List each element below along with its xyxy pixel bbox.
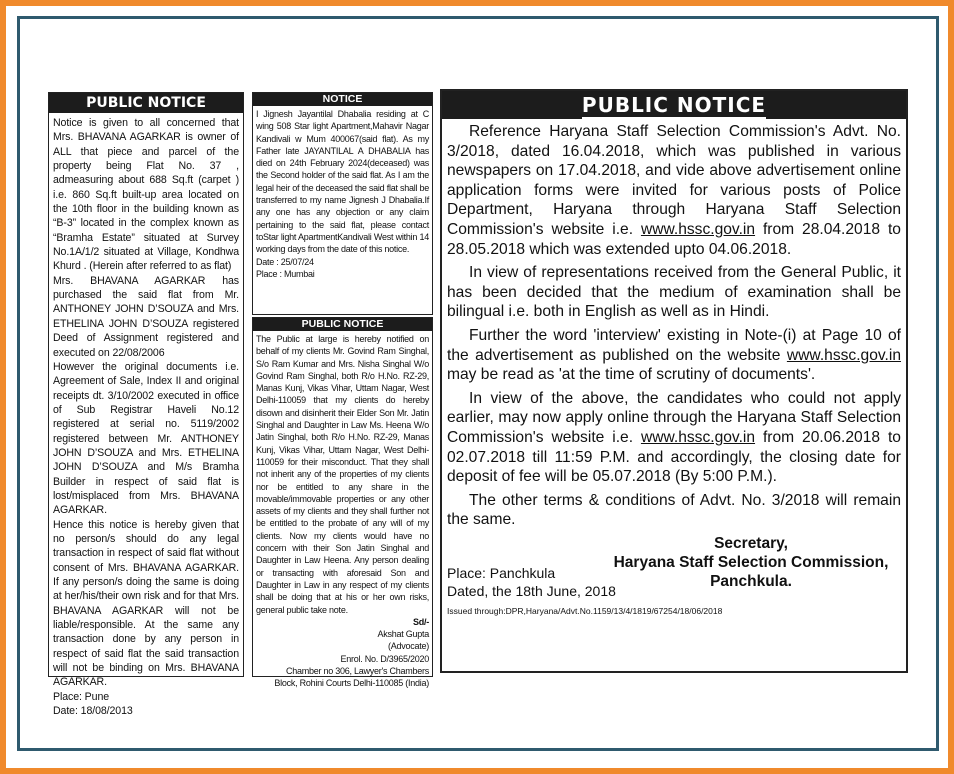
place: Place : Mumbai [256, 268, 315, 279]
notice-dhabalia [252, 92, 433, 315]
paragraph [447, 122, 901, 259]
paragraph: I Jignesh Jayantilal Dhabalia residing at C wing 508 Star light Apartment,Mahavir Nagar Kandivali w Mum 400067(said flat). As my Father late JAYANTILAL A DHABALIA has died on 24th February 2024(deceased) was the Second holder of the said flat. As I am the legal heir of the deceased the said flat shall be transferred to my name Jignesh J Dhabalia.If any one has any objection or any claim pertaining to the said flat, please contact toStar light ApartmentKandivali West within 14 working days from the date of this notice. [256, 109, 429, 255]
paragraph: Notice is given to all concerned that Mrs. BHAVANA AGARKAR is owner of ALL that piece and parcel of the property being Flat No. 37 , admeasuring about 688 Sq.ft (carpet ) i.e. 860 Sq.ft built-up area located on the 10th floor in the building known as “B-3” located in the complex known as “Bramha Estate” situated at Survey No.1A/1/2 situated at Village, Kondhwa Khurd . (Herein after referred to as flat) [53, 117, 239, 273]
signatory-line: Panchkula. [710, 572, 792, 590]
signature-line: Akshat Gupta [377, 629, 429, 640]
signatory-line: Secretary, [714, 534, 788, 552]
dated: Dated, the 18th June, 2018 [447, 582, 616, 599]
issued-through: Issued through:DPR,Haryana/Advt.No.1159/13/4/1819/67254/18/06/2018 [447, 605, 723, 616]
text: may be read as 'at the time of scrutiny of documents'. [447, 366, 816, 384]
paragraph: Hence this notice is hereby given that no person/s should do any legal transaction in respect of said flat without consent of Mrs. BHAVANA AGARKAR. If any person/s doing the same is doing at her/his/their own risk and for that Mrs. BHAVANA AGARKAR will not be liable/responsible. At the same any transaction done by any person in respect of said flat the said transaction will not be binding on Mrs. BHAVANA AGARKAR. [53, 518, 239, 689]
notice-hssc [440, 89, 908, 673]
notice-title-text: PUBLIC NOTICE [581, 93, 767, 117]
text: Further the word 'interview' existing in Note-(i) at Page 10 of the advertisement as published on the website [447, 326, 901, 364]
text: In view of the above, the candidates who could not apply earlier, may now apply online through the Haryana Staff Selection Commission's website i.e. [447, 389, 901, 446]
paragraph [447, 389, 901, 487]
notice-bhavana-agarkar [48, 92, 244, 718]
signatory-line: Haryana Staff Selection Commission, [613, 553, 889, 571]
signature-block [447, 534, 901, 604]
paragraph: In view of representations received from the General Public, it has been decided that the medium of examination shall be bilingual i.e. both in English as well as in Hindi. [447, 264, 901, 321]
notice-title: PUBLIC NOTICE [49, 93, 243, 113]
text: from 20.06.2018 to 02.07.2018 till 11:59 P.M. and accordingly, the closing date for deposit of fee will be 05.07.2018 (By 5:00 P.M.). [447, 428, 901, 486]
paragraph: The other terms & conditions of Advt. No. 3/2018 will remain the same. [447, 491, 901, 529]
date: Date: 18/08/2013 [53, 705, 133, 718]
paragraph: The Public at large is hereby notified on behalf of my clients Mr. Govind Ram Singhal, S/o Ram Kumar and Mrs. Nisha Singhal W/o Govind Ram Singhal, both R/o H.No. RZ-29, Manas Kunj, Vikas Vihar, Uttam Nagar, West Delhi-110059 that my clients do hereby disown and disinherit their Elder Son Mr. Jatin Singhal and Daughter in Law Ms. Heena W/o Jatin Singhal, both R/o H.No. RZ-29, Manas Kunj, Vikas Vihar, Uttam Nagar, West Delhi-110059 for their misconduct. That they shall not inherit any of the properties of my clients nor be entitled to any share in the movable/immovable properties or any other assets of my clients and they shall further not be entitled to the probate of any will of my clients. Now my clients would have no concern with their Son Jatin Singhal and Daughter in Law Heena. Any person dealing or transacting with aforesaid Son and Daughter in Law in any respect of my clients shall be doing that at his or her own risks, general public take note. [256, 334, 429, 615]
paragraph: However the original documents i.e. Agreement of Sale, Index II and original receipts dt. 3/10/2002 executed in office of Sub Registrar Haveli No.12 registered at serial no. 5119/2002 registered between Mr. ANTHONEY JOHN D’SOUZA and Mrs. ETHELINA JOHN D’SOUZA and M/s Bramha Builder in respect of said flat is lost/misplaced from Mrs. BHAVANA AGARKAR. [53, 360, 239, 517]
notice-title: NOTICE [253, 93, 432, 106]
website-link[interactable]: www.hssc.gov.in [640, 428, 756, 446]
notice-title [442, 91, 906, 119]
place: Place: Panchkula [447, 564, 556, 581]
date: Date : 25/07/24 [256, 256, 314, 267]
place: Place: Pune [53, 690, 110, 703]
sd: Sd/- [413, 616, 429, 627]
paragraph: Mrs. BHAVANA AGARKAR has purchased the said flat from Mr. ANTHONEY JOHN D’SOUZA and Mrs. ETHELINA JOHN D’SOUZA registered Deed of Assignment registered and executed on 22/08/2006 [53, 274, 239, 359]
notice-title: PUBLIC NOTICE [253, 318, 432, 331]
signature-line: (Advocate) [387, 641, 429, 652]
signature-line: Block, Rohini Courts Delhi-110085 (India) [274, 678, 429, 689]
signature-line: Chamber no 306, Lawyer's Chambers [285, 666, 429, 677]
paragraph [447, 326, 901, 385]
website-link[interactable]: www.hssc.gov.in [640, 220, 756, 238]
text: from 28.04.2018 to 28.05.2018 which was extended upto 04.06.2018. [447, 220, 901, 258]
website-link[interactable]: www.hssc.gov.in [786, 346, 901, 364]
text: Reference Haryana Staff Selection Commission's Advt. No. 3/2018, dated 16.04.2018, which was published in various newspapers on 17.04.2018, and vide above advertisement online application forms were invited for various posts of Police Department, Haryana through Haryana Staff Selection Commission's website i.e. [447, 123, 901, 238]
signature-line: Enrol. No. D/3965/2020 [340, 653, 429, 664]
notice-singhal [252, 317, 433, 689]
